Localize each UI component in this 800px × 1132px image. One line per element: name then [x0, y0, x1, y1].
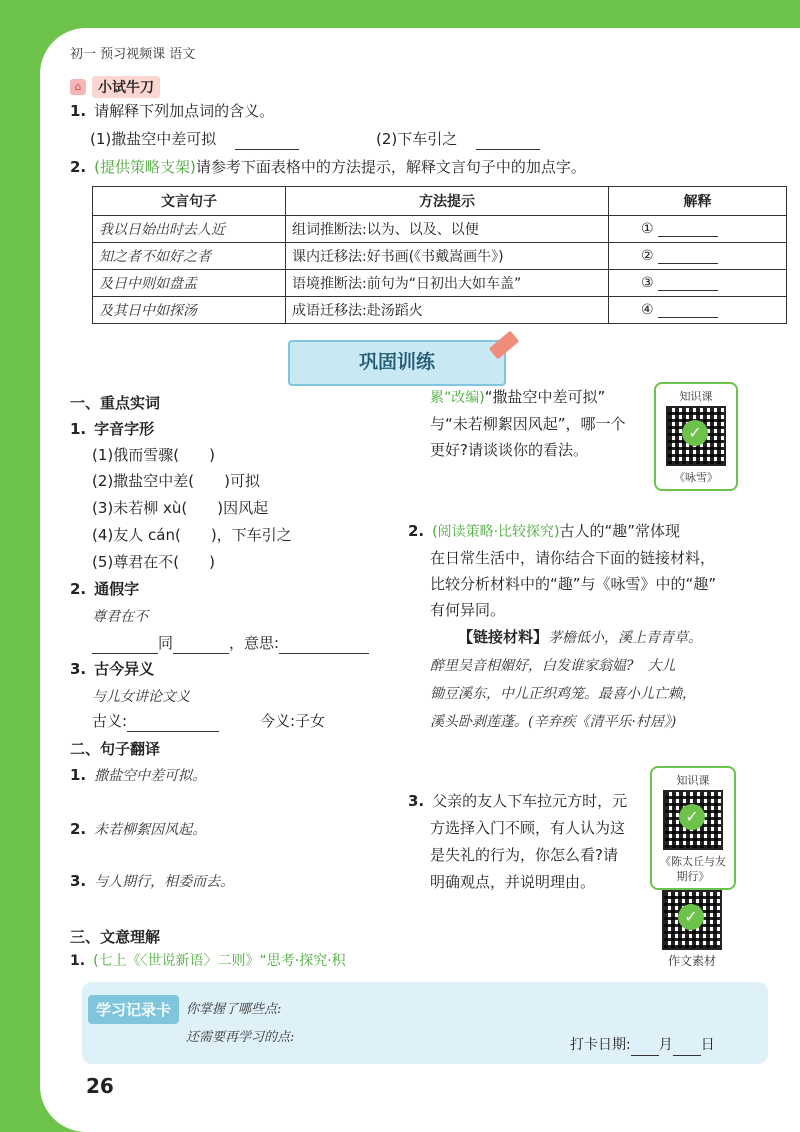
right-question-2 — [408, 520, 738, 621]
section-heading: 一、重点实词 — [70, 394, 161, 412]
continuation-line: 与“未若柳絮因风起”，哪一个 — [430, 415, 626, 433]
table-row — [93, 216, 787, 243]
answer-cell[interactable] — [609, 270, 787, 297]
question-number: 3. — [70, 660, 87, 678]
qr-caption: 作文素材 — [667, 954, 716, 968]
question-text: 比较分析材料中的“趣”与《咏雪》中的“趣” — [430, 575, 717, 593]
worksheet-page — [40, 28, 800, 1132]
table-row — [93, 270, 787, 297]
continuation-line: “撒盐空中差可拟” — [484, 388, 606, 406]
question-number: 3. — [408, 792, 425, 810]
strategy-tag: (提供策略支架) — [94, 158, 196, 176]
sentence-cell: 及其日中如探汤 — [93, 297, 286, 324]
answer-blank[interactable] — [658, 236, 718, 237]
record-card-label: 学习记录卡 — [88, 995, 179, 1024]
question-number: 1. — [70, 766, 87, 784]
question-number: 2. — [70, 158, 87, 176]
poem-line: 醉里吴音相媚好，白发谁家翁媪? 大儿 — [430, 658, 676, 674]
understanding-1 — [70, 950, 346, 972]
answer-blank[interactable] — [476, 149, 540, 150]
table-header-row — [93, 187, 787, 216]
check-icon: ✓ — [678, 904, 704, 930]
answer-blank[interactable] — [127, 731, 219, 732]
question-text: 方选择入门不顾，有人认为这 — [430, 819, 626, 837]
q3-source-line: 与儿女讲论文义 — [92, 689, 190, 705]
answer-blank[interactable] — [173, 653, 229, 654]
month-blank[interactable] — [631, 1055, 659, 1056]
list-item: (4)友人 cán( )，下车引之 — [92, 526, 292, 544]
answer-blank[interactable] — [279, 653, 369, 654]
question-title: 通假字 — [94, 580, 140, 598]
question-text: 明确观点，并说明理由。 — [430, 873, 596, 891]
list-item: (5)尊君在不( ) — [92, 553, 215, 571]
home-icon: ⌂ — [70, 79, 86, 95]
question-number: 2. — [70, 820, 87, 838]
page-number: 26 — [86, 1074, 114, 1098]
record-line-1: 你掌握了哪些点: — [186, 1002, 282, 1017]
q2-answer-line — [92, 632, 369, 654]
question-text: 请解释下列加点词的含义。 — [94, 102, 275, 120]
right-question-3 — [408, 790, 648, 893]
answer-number: ② — [641, 248, 654, 264]
sentence-cell: 及日中则如盘盂 — [93, 270, 286, 297]
continuation-line: 更好?请谈谈你的看法。 — [430, 441, 588, 459]
poem-line: 溪头卧剥莲蓬。(辛弃疾《清平乐·村居》) — [430, 714, 677, 730]
link-label: 【链接材料】 — [458, 628, 549, 646]
question-1b — [376, 128, 540, 150]
question-number: 1. — [70, 420, 87, 438]
table-header: 方法提示 — [286, 187, 609, 216]
sentence-cell: 知之者不如好之者 — [93, 243, 286, 270]
date-label: 打卡日期: — [570, 1037, 631, 1053]
qr-card-3[interactable] — [662, 890, 722, 969]
table-row — [93, 243, 787, 270]
answer-blank[interactable] — [235, 149, 299, 150]
table-header: 文言句子 — [93, 187, 286, 216]
question-1 — [70, 100, 274, 122]
gu-label: 古义: — [92, 712, 128, 730]
question-text: 父亲的友人下车拉元方时，元 — [432, 792, 628, 810]
sentence-cell: 我以日始出时去人近 — [93, 216, 286, 243]
left-question-1 — [70, 418, 154, 440]
question-number: 2. — [70, 580, 87, 598]
method-cell: 语境推断法:前句为“日初出大如车盖” — [286, 270, 609, 297]
list-item: (2)撒盐空中差( )可拟 — [92, 472, 260, 490]
link-material — [430, 626, 760, 733]
right-continuation — [430, 386, 660, 461]
question-number: 2. — [408, 522, 425, 540]
answer-blank[interactable] — [92, 653, 158, 654]
answer-number: ③ — [641, 275, 654, 291]
answer-blank[interactable] — [658, 290, 718, 291]
left-question-3 — [70, 658, 154, 680]
question-text: 古人的“趣”常体现 — [559, 522, 681, 540]
answer-cell[interactable] — [609, 297, 787, 324]
section-heading: 二、句子翻译 — [70, 740, 161, 758]
question-title: 字音字形 — [94, 420, 155, 438]
method-cell: 组词推断法:以为、以及、以便 — [286, 216, 609, 243]
question-number: 1. — [70, 953, 86, 969]
strategy-tag: (阅读策略·比较探究) — [432, 524, 560, 540]
q2-source-line: 尊君在不 — [92, 609, 148, 625]
qr-title: 知识课 — [658, 772, 728, 788]
answer-cell[interactable] — [609, 243, 787, 270]
answer-number: ④ — [641, 302, 654, 318]
qr-code-icon[interactable] — [662, 890, 722, 950]
question-text: 未若柳絮因风起。 — [94, 822, 207, 838]
check-icon: ✓ — [679, 804, 705, 830]
answer-blank[interactable] — [658, 317, 718, 318]
poem-line: 锄豆溪东，中儿正织鸡笼。最喜小儿亡赖， — [430, 686, 696, 702]
table-header: 解释 — [609, 187, 787, 216]
question-number: 3. — [70, 872, 87, 890]
q3-jin: 今义:子女 — [260, 712, 326, 730]
translate-3 — [70, 870, 234, 893]
question-1a-text: (1)撒盐空中差可拟 — [90, 130, 217, 148]
section-heading: 三、文意理解 — [70, 928, 161, 946]
method-cell: 课内迁移法:好书画(《书戴嵩画牛》) — [286, 243, 609, 270]
qr-caption: 《陈太丘与友期行》 — [660, 855, 726, 883]
tong-label: 同 — [158, 634, 174, 652]
yisi-label: ，意思: — [229, 634, 280, 652]
answer-blank[interactable] — [658, 263, 718, 264]
question-text: 有何异同。 — [430, 601, 506, 619]
q3-answer-line — [92, 710, 219, 732]
qr-caption: 《咏雪》 — [674, 471, 718, 484]
answer-number: ① — [641, 221, 654, 237]
qr-card-2[interactable] — [650, 766, 736, 890]
method-cell: 成语迁移法:赴汤蹈火 — [286, 297, 609, 324]
check-in-date — [570, 1034, 715, 1056]
check-icon: ✓ — [682, 420, 708, 446]
method-table — [92, 186, 787, 324]
qr-title: 知识课 — [662, 388, 730, 404]
section-tag-small — [70, 76, 160, 98]
qr-code-icon[interactable] — [663, 790, 723, 850]
translate-2 — [70, 818, 206, 841]
question-number: 1. — [70, 102, 87, 120]
section-label: 小试牛刀 — [92, 76, 160, 98]
source-tag: (七上《〈世说新语〉二则》“思考·探究·积 — [93, 953, 346, 969]
translate-1 — [70, 764, 206, 787]
question-text: 是失礼的行为，你怎么看?请 — [430, 846, 618, 864]
question-title: 古今异义 — [94, 660, 155, 678]
source-tag: 累”改编) — [430, 390, 485, 406]
table-row — [93, 297, 787, 324]
question-1a — [90, 128, 299, 150]
left-question-2 — [70, 578, 139, 600]
question-text: 在日常生活中，请你结合下面的链接材料， — [430, 549, 716, 567]
section-banner: 巩固训练 — [288, 340, 506, 386]
poem-line: 茅檐低小，溪上青青草。 — [548, 630, 703, 646]
answer-cell[interactable] — [609, 216, 787, 243]
record-line-2: 还需要再学习的点: — [186, 1030, 295, 1045]
day-label: 日 — [700, 1037, 715, 1053]
question-text: 撒盐空中差可拟。 — [94, 768, 207, 784]
qr-code-icon[interactable] — [666, 406, 726, 466]
question-1b-text: (2)下车引之 — [376, 130, 458, 148]
question-2 — [70, 156, 586, 178]
list-item: (1)俄而雪骤( ) — [92, 446, 215, 464]
question-text: 与人期行，相委而去。 — [94, 874, 235, 890]
day-blank[interactable] — [673, 1055, 701, 1056]
list-item: (3)未若柳 xù( )因风起 — [92, 499, 269, 517]
page-header: 初一 预习视频课 语文 — [70, 47, 196, 62]
question-text: 请参考下面表格中的方法提示，解释文言句子中的加点字。 — [195, 158, 586, 176]
month-label: 月 — [658, 1037, 673, 1053]
qr-card-1[interactable] — [654, 382, 738, 491]
